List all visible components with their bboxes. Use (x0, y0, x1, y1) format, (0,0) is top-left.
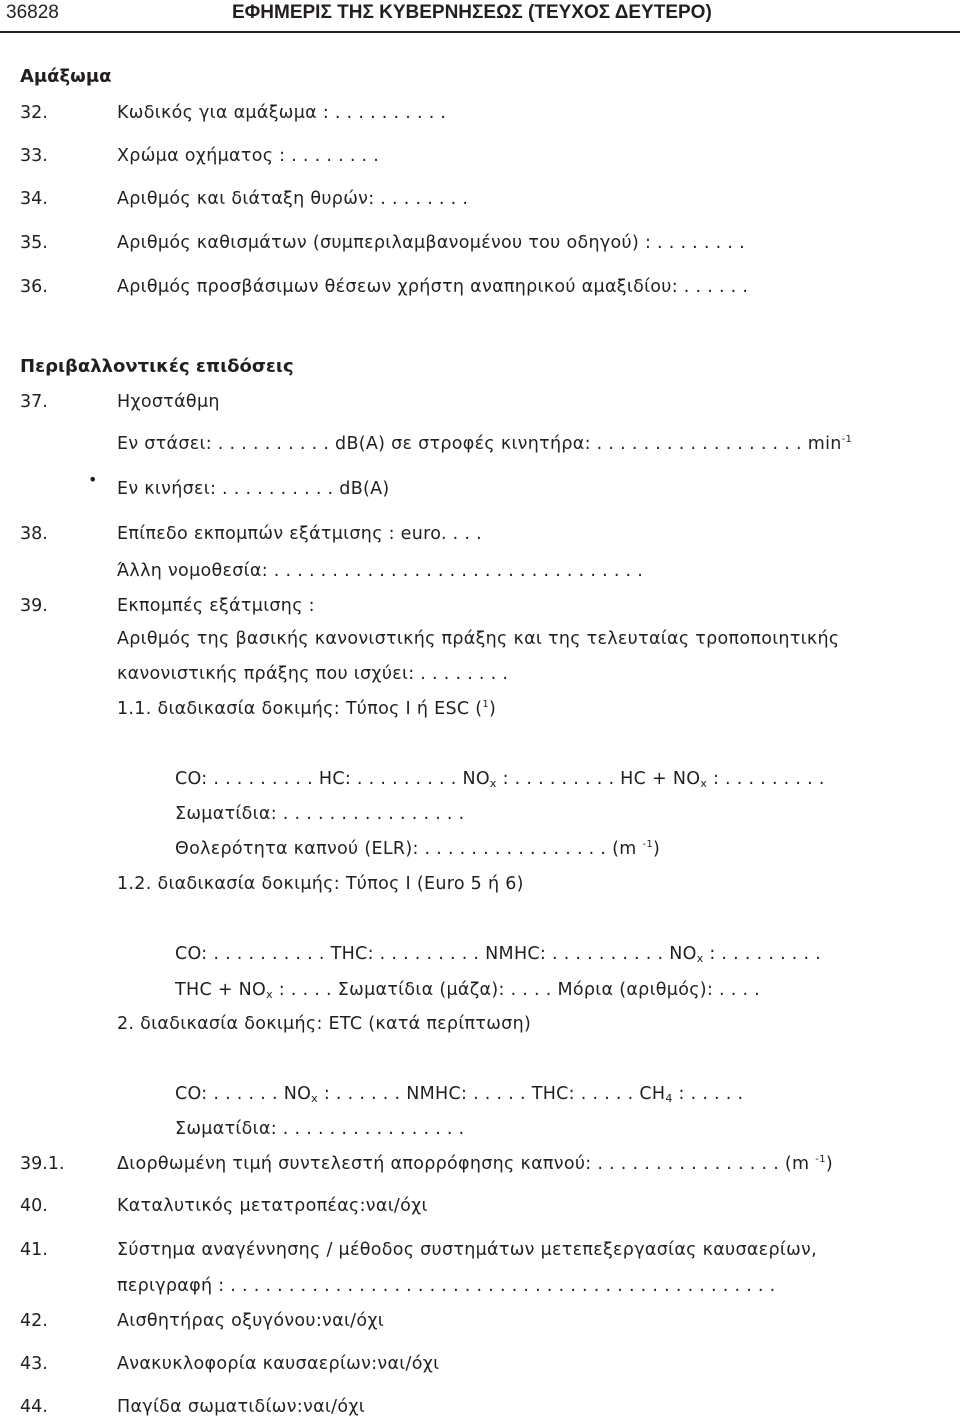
gazette-title: ΕΦΗΜΕΡΙΣ ΤΗΣ ΚΥΒΕΡΝΗΣΕΩΣ (ΤΕΥΧΟΣ ΔΕΥΤΕΡΟ) (232, 2, 712, 23)
item-text: Αισθητήρας οξυγόνου:ναι/όχι (117, 1311, 385, 1331)
item-number: 38. (20, 524, 48, 544)
section-heading-environment: Περιβαλλοντικές επιδόσεις (20, 356, 294, 377)
item-number: 33. (20, 146, 48, 166)
item-text: Ηχοστάθμη (117, 392, 220, 412)
item-text: Αριθμός προσβάσιμων θέσεων χρήστη αναπηρικού αμαξιδίου: . . . . . . (117, 277, 749, 297)
item-text: Κωδικός για αμάξωμα : . . . . . . . . . . (117, 103, 447, 123)
item-text-continued: περιγραφή : . . . . . . . . . . . . . . . . . . . . . . . . . . . . . . . . . . . . . . . . . . . . . . . (117, 1276, 776, 1296)
item-text: Αριθμός και διάταξη θυρών: . . . . . . . . (117, 189, 469, 209)
item-text: Σύστημα αναγέννησης / μέθοδος συστημάτων μετεπεξεργασίας καυσαερίων, (117, 1240, 817, 1260)
item-number: 39.1. (20, 1154, 65, 1174)
item-number: 42. (20, 1311, 48, 1331)
regulation-line-1: Αριθμός της βασικής κανονιστικής πράξης και της τελευταίας τροποποιητικής (117, 629, 840, 649)
item-number: 35. (20, 233, 48, 253)
item-number: 39. (20, 596, 48, 616)
test-procedure-2: 2. διαδικασία δοκιμής: ETC (κατά περίπτωση) (117, 1014, 532, 1034)
test-procedure-1-1: 1.1. διαδικασία δοκιμής: Τύπος I ή ESC ($^1$) (117, 699, 497, 719)
page-number: 36828 (6, 2, 59, 23)
other-legislation-line: Άλλη νομοθεσία: . . . . . . . . . . . . . . . . . . . . . . . . . . . . . . . . (117, 561, 644, 581)
item-text: Διορθωμένη τιμή συντελεστή απορρόφησης καπνού: . . . . . . . . . . . . . . . . (m $^{-1}$) (117, 1154, 833, 1174)
emissions-line-1-1a: CO: . . . . . . . . . HC: . . . . . . . . . $NO_x$ : . . . . . . . . . HC + $NO_x$ : . . . . . . . . . (175, 769, 825, 790)
noise-stationary-line: Εν στάσει: . . . . . . . . . . dB(A) σε στροφές κινητήρα: . . . . . . . . . . . . . . . . . . $\min^{-1}$ (117, 434, 853, 454)
item-text: Επίπεδο εκπομπών εξάτμισης : euro. . . . (117, 524, 482, 544)
section-heading-bodywork: Αμάξωμα (20, 66, 112, 87)
test-procedure-1-2: 1.2. διαδικασία δοκιμής: Τύπος I (Euro 5 ή 6) (117, 874, 524, 894)
item-text: Αριθμός καθισμάτων (συμπεριλαμβανομένου του οδηγού) : . . . . . . . . (117, 233, 745, 253)
item-number: 32. (20, 103, 48, 123)
item-text: Παγίδα σωματιδίων:ναι/όχι (117, 1397, 365, 1417)
noise-moving-line: Εν κινήσει: . . . . . . . . . . dB(A) (117, 479, 390, 499)
item-number: 43. (20, 1354, 48, 1374)
item-text: Ανακυκλοφορία καυσαερίων:ναι/όχι (117, 1354, 440, 1374)
item-number: 40. (20, 1196, 48, 1216)
item-number: 41. (20, 1240, 48, 1260)
smoke-opacity-line: Θολερότητα καπνού (ELR): . . . . . . . . . . . . . . . . (m $^{-1}$) (175, 839, 661, 859)
emissions-line-1-2b: THC + $NO_x$ : . . . . Σωματίδια (μάζα): . . . . Μόρια (αριθμός): . . . . (175, 980, 761, 1001)
item-number: 36. (20, 277, 48, 297)
item-text: Καταλυτικός μετατροπέας:ναι/όχι (117, 1196, 428, 1216)
item-text: Εκπομπές εξάτμισης : (117, 596, 315, 616)
regulation-line-2: κανονιστικής πράξης που ισχύει: . . . . . . . . (117, 664, 509, 684)
emissions-line-1-2a: CO: . . . . . . . . . . THC: . . . . . . . . . NMHC: . . . . . . . . . . $NO_x$ : . . . . . . . . . (175, 944, 822, 965)
item-number: 37. (20, 392, 48, 412)
header-rule (0, 31, 960, 33)
particulates-line-2: Σωματίδια: . . . . . . . . . . . . . . . . (175, 1119, 465, 1139)
stray-mark: • (88, 470, 98, 489)
item-text: Χρώμα οχήματος : . . . . . . . . (117, 146, 380, 166)
item-number: 34. (20, 189, 48, 209)
particulates-line-1-1: Σωματίδια: . . . . . . . . . . . . . . . . (175, 804, 465, 824)
item-number: 44. (20, 1397, 48, 1417)
emissions-line-2a: CO: . . . . . . $NO_x$ : . . . . . . NMHC: . . . . . THC: . . . . . $CH_4$ : . . . . . (175, 1084, 744, 1105)
